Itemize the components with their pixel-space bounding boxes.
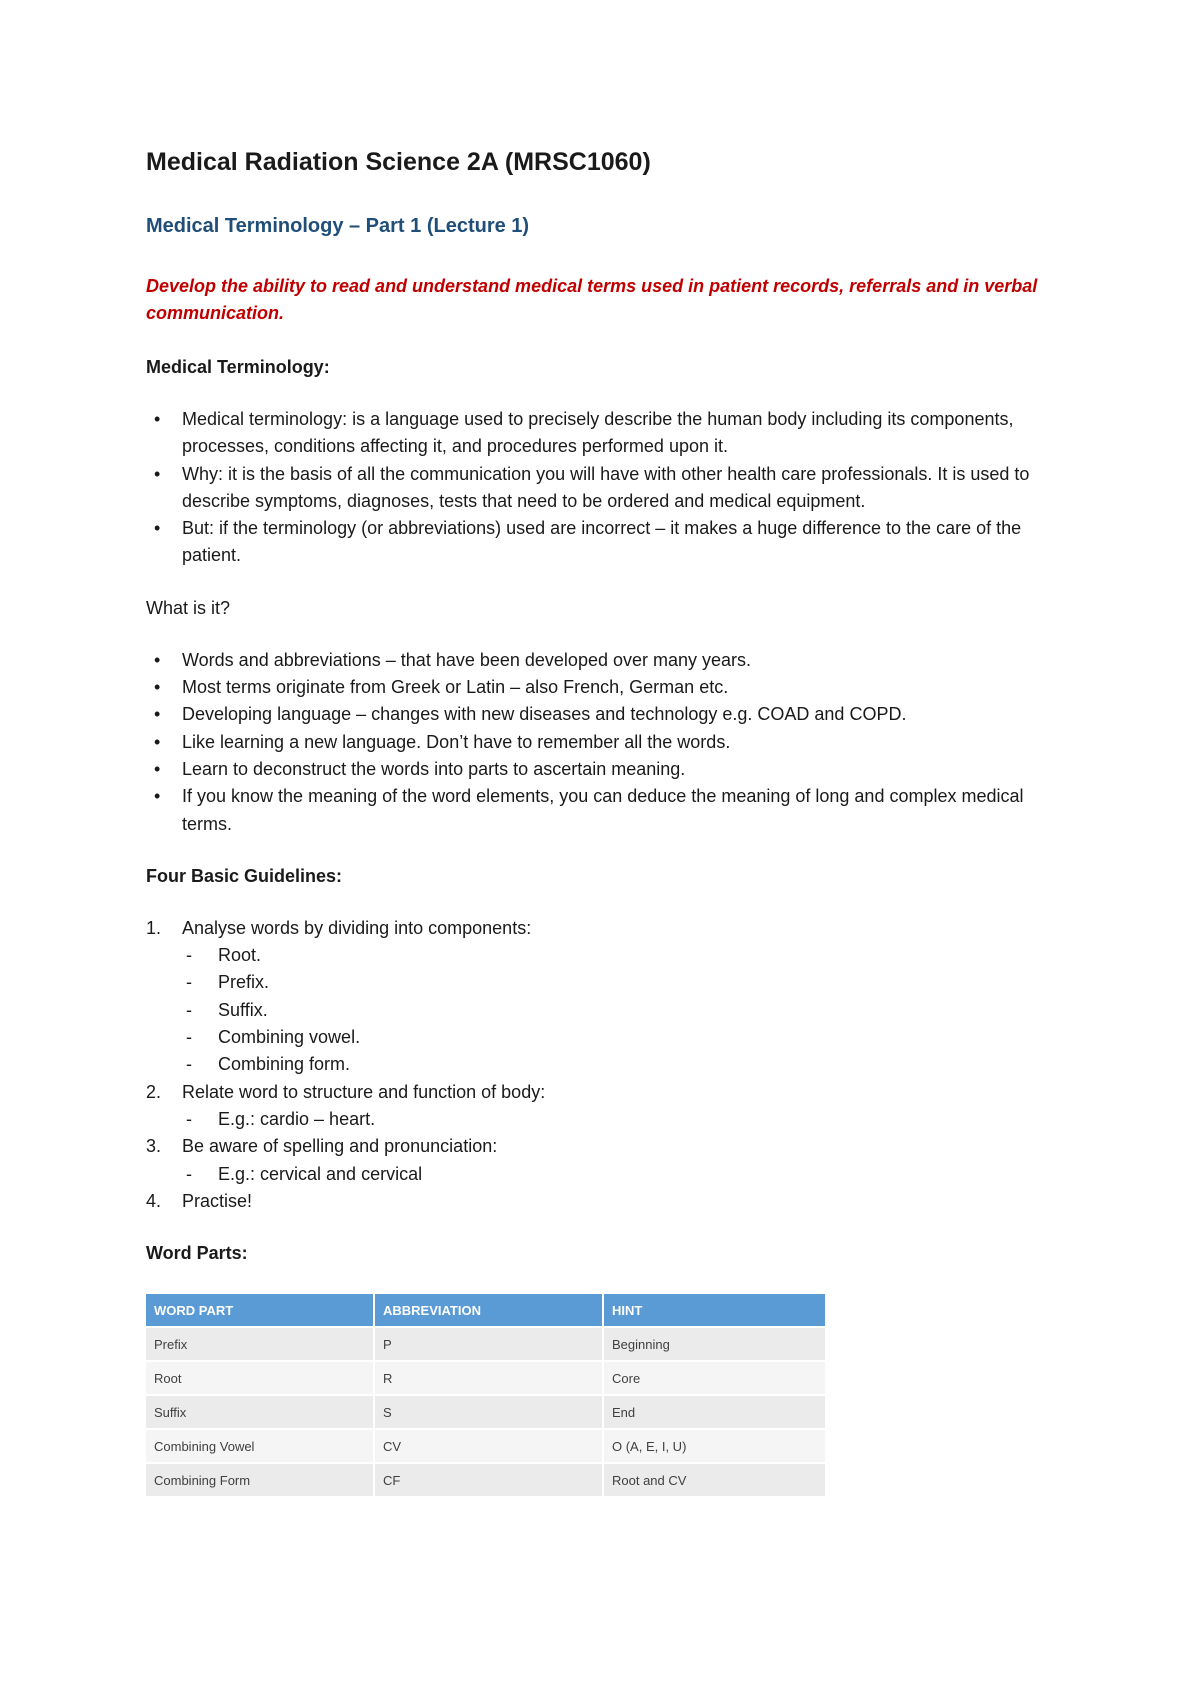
terminology-list [146, 406, 1076, 570]
sublist-item: - Combining vowel. [182, 1024, 1076, 1051]
guideline-number: 3. [146, 1136, 162, 1157]
table-row [146, 1396, 825, 1428]
sublist-item: - Root. [182, 942, 1076, 969]
table-row [146, 1328, 825, 1360]
sublist-item: - Prefix. [182, 969, 1076, 996]
list-item: • Medical terminology: is a language used to precisely describe the human body including its components, processes, conditions affecting it, and procedures performed upon it. [146, 406, 1076, 461]
table-cell: CV [375, 1430, 602, 1462]
document-page [146, 148, 1076, 1498]
guideline-sublist [182, 1106, 1076, 1133]
table-row [146, 1464, 825, 1496]
table-cell: S [375, 1396, 602, 1428]
sublist-item: - Suffix. [182, 997, 1076, 1024]
table-cell: P [375, 1328, 602, 1360]
table-cell: Root and CV [604, 1464, 825, 1496]
guideline-number: 1. [146, 917, 162, 938]
guideline-sublist [182, 1161, 1076, 1188]
table-cell: Combining Vowel [146, 1430, 373, 1462]
table-row [146, 1362, 825, 1394]
list-item: • Like learning a new language. Don’t have to remember all the words. [146, 729, 1076, 756]
guideline-sublist [182, 942, 1076, 1078]
list-item: • Why: it is the basis of all the communication you will have with other health care professionals. It is used to describe symptoms, diagnoses, tests that need to be ordered and medical equipment. [146, 461, 1076, 516]
list-item: • Learn to deconstruct the words into parts to ascertain meaning. [146, 756, 1076, 783]
guideline-text: Practise! [182, 1190, 253, 1211]
what-list [146, 647, 1076, 838]
table-header-row [146, 1294, 825, 1326]
table-cell: Suffix [146, 1396, 373, 1428]
guideline-number: 2. [146, 1081, 162, 1102]
sublist-item: - E.g.: cervical and cervical [182, 1161, 1076, 1188]
column-header: HINT [604, 1294, 825, 1326]
word-parts-table [144, 1292, 827, 1498]
list-item: • But: if the terminology (or abbreviations) used are incorrect – it makes a huge difference to the care of the patient. [146, 515, 1076, 570]
table-row [146, 1430, 825, 1462]
document-title: Medical Radiation Science 2A (MRSC1060) [146, 148, 651, 176]
section-heading-guidelines: Four Basic Guidelines: [146, 865, 343, 886]
guideline-number: 4. [146, 1190, 162, 1211]
list-item: • If you know the meaning of the word elements, you can deduce the meaning of long and complex medical terms. [146, 783, 1076, 838]
table-cell: End [604, 1396, 825, 1428]
sublist-item: - E.g.: cardio – heart. [182, 1106, 1076, 1133]
guidelines-list [146, 915, 1076, 1215]
guideline-text: Be aware of spelling and pronunciation: [182, 1136, 498, 1157]
guideline-text: Relate word to structure and function of body: [182, 1081, 546, 1102]
table-cell: Root [146, 1362, 373, 1394]
lecture-subtitle: Medical Terminology – Part 1 (Lecture 1) [146, 215, 530, 237]
learning-aim: Develop the ability to read and understand medical terms used in patient records, referrals and in verbal communication. [146, 276, 1038, 323]
table-cell: CF [375, 1464, 602, 1496]
table-cell: Beginning [604, 1328, 825, 1360]
section-heading-what: What is it? [146, 597, 231, 618]
guideline-text: Analyse words by dividing into components: [182, 917, 532, 938]
table-cell: Core [604, 1362, 825, 1394]
list-item: • Most terms originate from Greek or Latin – also French, German etc. [146, 674, 1076, 701]
guideline-item [146, 1188, 1076, 1215]
sublist-item: - Combining form. [182, 1051, 1076, 1078]
table-cell: Prefix [146, 1328, 373, 1360]
section-heading-terminology: Medical Terminology: [146, 357, 330, 377]
guideline-item [146, 1133, 1076, 1188]
list-item: • Words and abbreviations – that have been developed over many years. [146, 647, 1076, 674]
column-header: ABBREVIATION [375, 1294, 602, 1326]
column-header: WORD PART [146, 1294, 373, 1326]
section-heading-wordparts: Word Parts: [146, 1243, 248, 1264]
guideline-item [146, 915, 1076, 1079]
guideline-item [146, 1079, 1076, 1134]
list-item: • Developing language – changes with new diseases and technology e.g. COAD and COPD. [146, 701, 1076, 728]
table-cell: Combining Form [146, 1464, 373, 1496]
table-cell: O (A, E, I, U) [604, 1430, 825, 1462]
table-cell: R [375, 1362, 602, 1394]
